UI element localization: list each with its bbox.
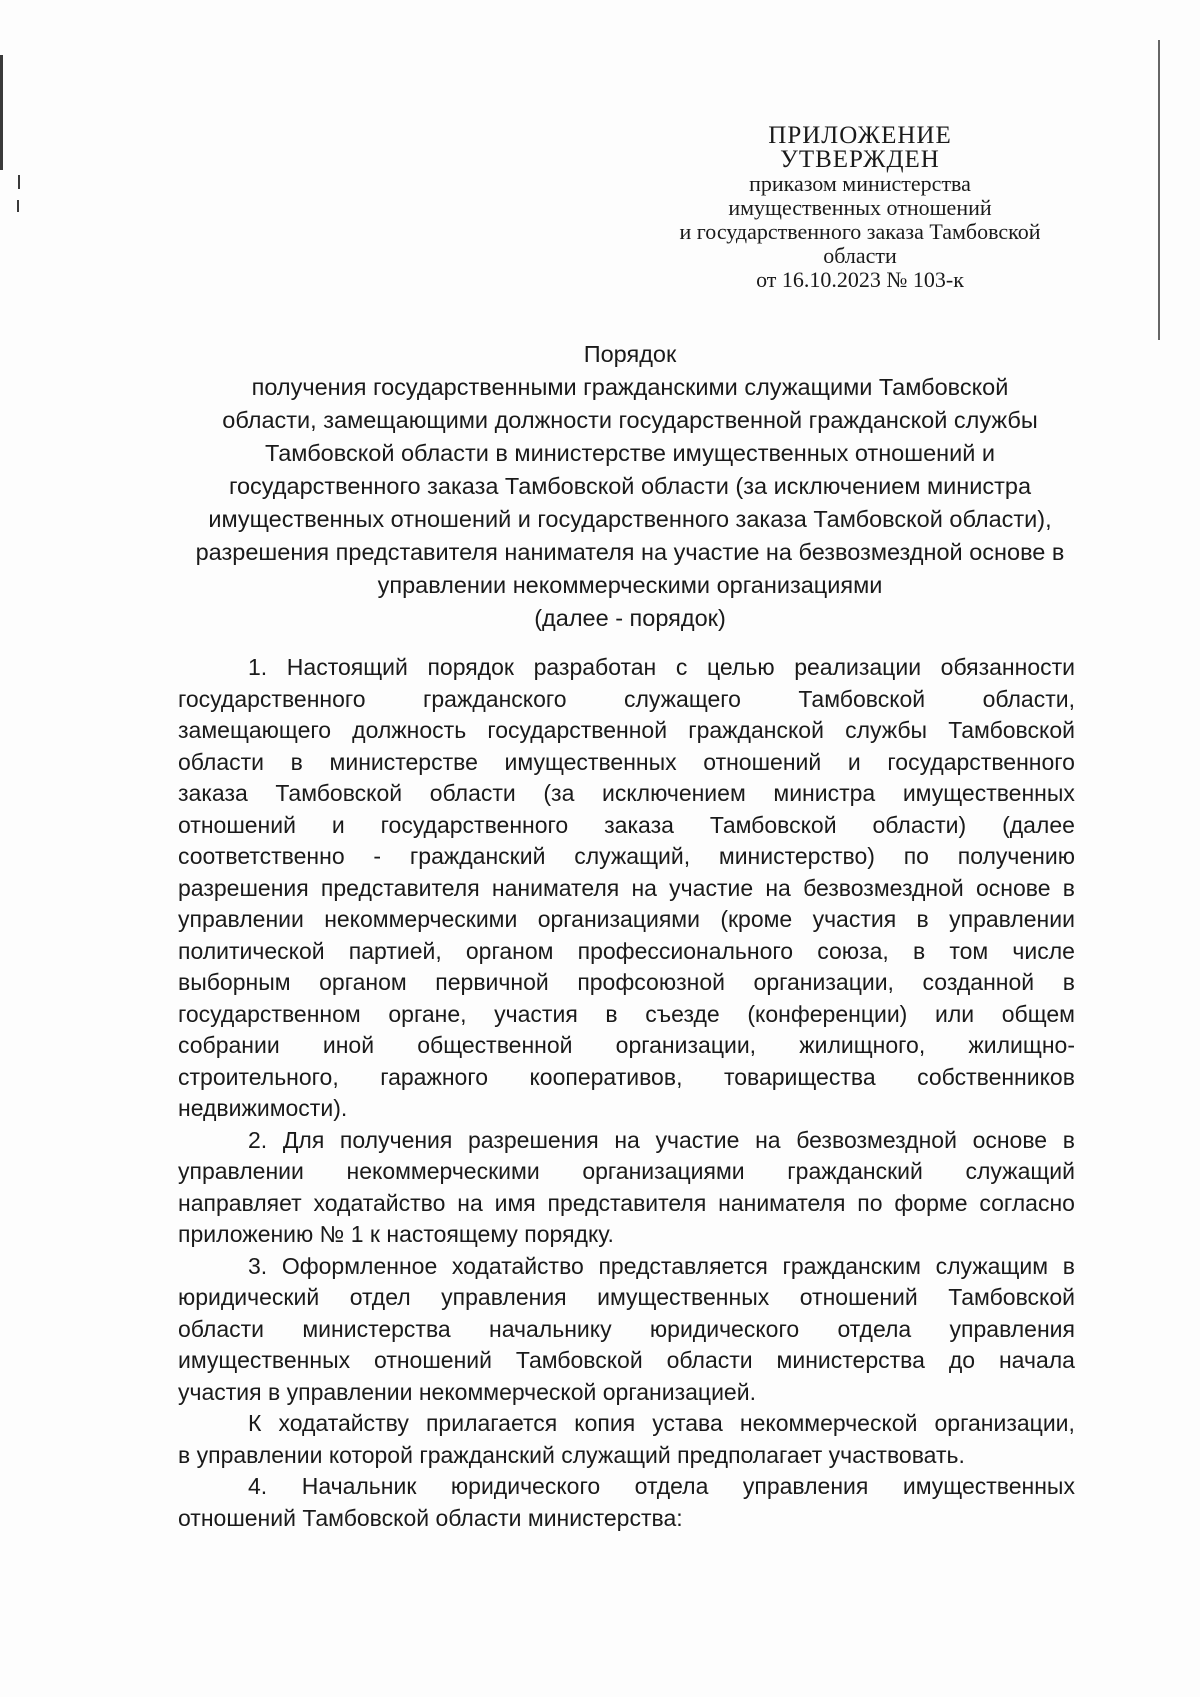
title-line: (далее - порядок) [534,605,726,631]
body-line: области министерства начальнику юридического отдела управления [178,1315,1075,1342]
body-line: участия в управлении некоммерческой организацией. [178,1378,756,1405]
title-line: области, замещающими должности государственной гражданской службы [222,407,1038,433]
approval-block [640,124,1080,292]
body-line: 4. Начальник юридического отдела управления имущественных [248,1473,1075,1499]
body-line: недвижимости). [178,1095,348,1121]
approval-ministry-line-2: и государственного заказа Тамбовской [679,219,1041,244]
body-line: заказа Тамбовской области (за исключением министра имущественных [178,780,1075,806]
scan-edge-mark-left [0,55,3,170]
body-line: соответственно - гражданский служащий, министерство) по получению [178,843,1075,869]
body-line: управлении некоммерческими организациями гражданский служащий [178,1158,1075,1184]
body-line: 1. Настоящий порядок разработан с целью реализации обязанности [248,654,1075,680]
body-line: 3. Оформленное ходатайство представляется гражданским служащим в [248,1252,1075,1279]
body-line: отношений и государственного заказа Тамбовской области) (далее [178,811,1075,838]
scan-edge-mark-left-small-2 [17,200,19,212]
body-line: области в министерстве имущественных отношений и государственного [178,748,1075,775]
body-line: отношений Тамбовской области министерства: [178,1504,683,1531]
body-line: управлении некоммерческими организациями (кроме участия в управлении [178,906,1075,932]
body-line: юридический отдел управления имущественных отношений Тамбовской [178,1284,1075,1310]
title-line: получения государственными гражданскими служащими Тамбовской [251,374,1009,400]
approval-region-line: области [823,243,897,268]
document-title [180,338,1080,635]
body-line: К ходатайству прилагается копия устава некоммерческой организации, [248,1410,1075,1436]
title-line: имущественных отношений и государственного заказа Тамбовской области), [208,506,1052,532]
body-line: разрешения представителя нанимателя на участие на безвозмездной основе в [178,874,1075,901]
body-line: строительного, гаражного кооперативов, товарищества собственников [178,1063,1075,1090]
title-line: государственного заказа Тамбовской области (за исключением министра [228,473,1032,499]
approval-date-number: от 16.10.2023 № 103-к [756,267,964,292]
approval-ministry-line: имущественных отношений [728,195,992,220]
body-line: замещающего должность государственной гражданской службы Тамбовской [178,717,1075,743]
title-line: Тамбовской области в министерстве имущественных отношений и [264,440,996,466]
body-line: политической партией, органом профессионального союза, в том числе [178,937,1075,964]
approval-order-line: приказом министерства [749,171,971,196]
scan-edge-mark-left-small [18,175,20,189]
body-line: государственном органе, участия в съезде (конференции) или общем [178,1000,1075,1027]
body-line: выборным органом первичной профсоюзной организации, созданной в [178,969,1075,995]
title-line: управлении некоммерческими организациями [377,572,883,598]
appendix-label: ПРИЛОЖЕНИЕ [768,122,952,149]
body-line: приложению № 1 к настоящему порядку. [178,1221,614,1247]
body-line: государственного гражданского служащего Тамбовской области, [178,685,1075,712]
body-line: направляет ходатайство на имя представителя нанимателя по форме согласно [178,1189,1075,1216]
body-line: имущественных отношений Тамбовской области министерства до начала [178,1347,1075,1373]
title-heading: Порядок [583,341,677,367]
body-line: собрании иной общественной организации, жилищного, жилищно- [178,1032,1075,1058]
scan-edge-mark-right [1158,40,1160,340]
document-body [178,652,1075,1534]
approved-label: УТВЕРЖДЕН [780,146,940,173]
body-line: 2. Для получения разрешения на участие на безвозмездной основе в [248,1126,1075,1153]
body-line: в управлении которой гражданский служащий предполагает участвовать. [178,1441,965,1468]
title-line: разрешения представителя нанимателя на участие на безвозмездной основе в [195,539,1065,565]
